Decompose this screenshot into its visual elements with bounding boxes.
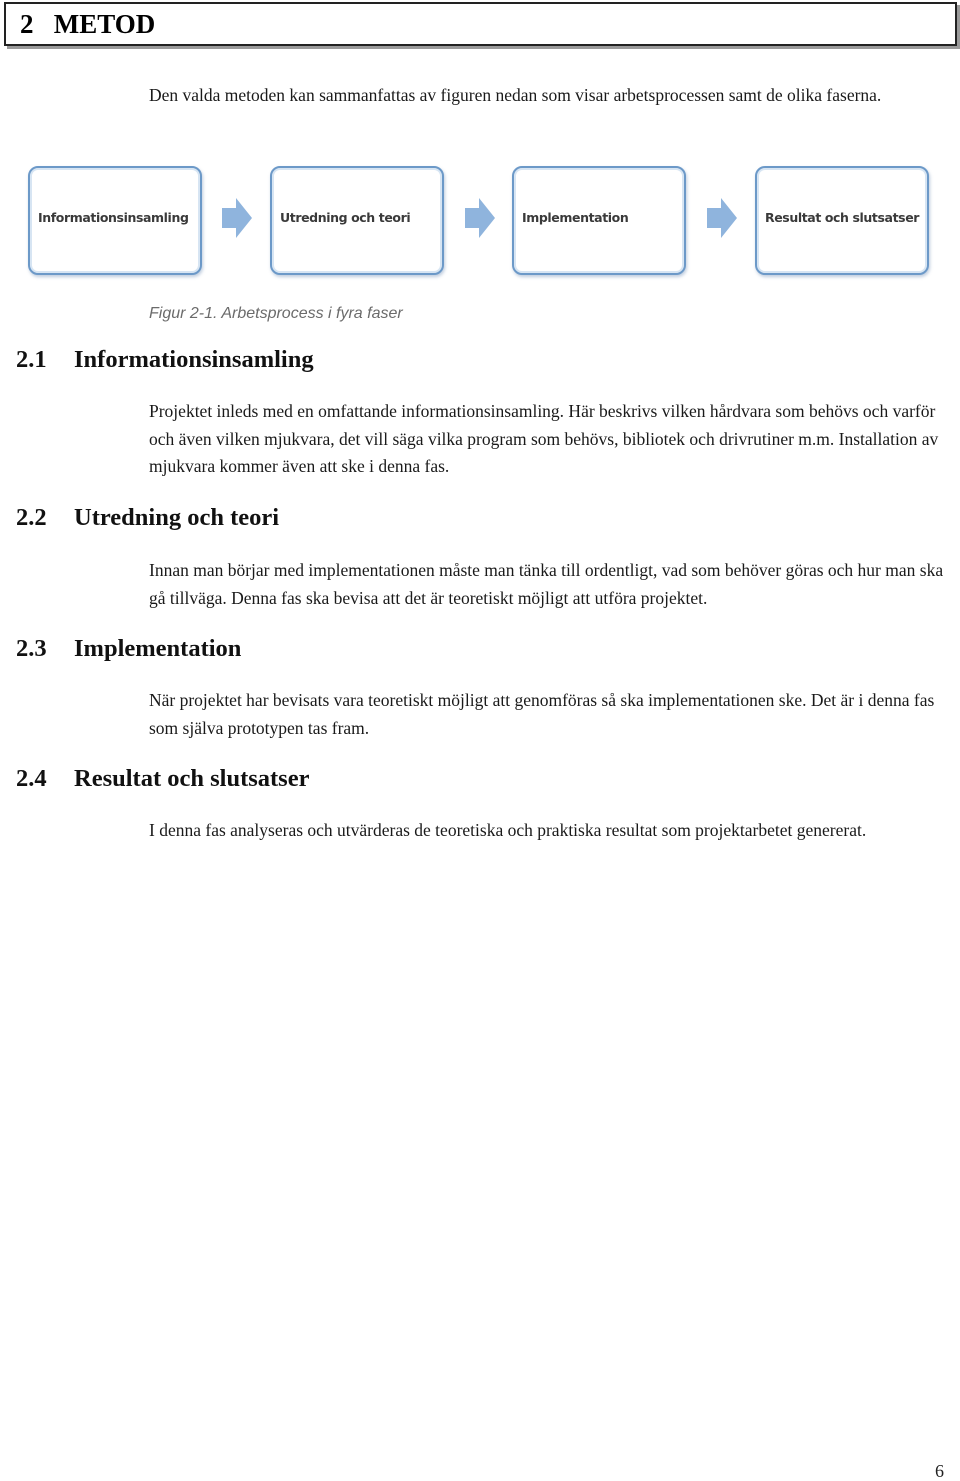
process-step-label: Resultat och slutsatser <box>765 210 920 225</box>
section-title: Implementation <box>74 635 242 662</box>
section-title: Informationsinsamling <box>74 346 314 373</box>
chapter-title <box>20 7 155 41</box>
arrow-right-icon <box>707 196 737 240</box>
chapter-name: METOD <box>53 9 156 39</box>
section-heading-2-4 <box>16 764 309 794</box>
section-number: 2.3 <box>16 635 47 662</box>
section-number: 2.2 <box>16 504 47 531</box>
chapter-number: 2 <box>20 9 34 39</box>
page-number: 6 <box>935 1461 944 1481</box>
section-title: Utredning och teori <box>74 504 280 531</box>
process-step-2 <box>270 166 444 275</box>
process-step-3 <box>512 166 686 275</box>
arrow-right-icon <box>222 196 252 240</box>
section-paragraph-2-4: I denna fas analyseras och utvärderas de teoretiska och praktiska resultat som projektarbetet genererat. <box>149 820 867 840</box>
section-paragraph-2-2: Innan man börjar med implementationen måste man tänka till ordentligt, vad som behöver göras och hur man ska gå tillväga. Denna fas ska bevisa att det är teoretiskt möjligt att utföra projektet. <box>149 560 944 608</box>
process-step-4 <box>755 166 929 275</box>
section-heading-2-3 <box>16 634 241 664</box>
section-number: 2.4 <box>16 765 47 792</box>
arrow-right-icon <box>465 196 495 240</box>
section-paragraph-2-1: Projektet inleds med en omfattande informationsinsamling. Här beskrivs vilken hårdvara som behövs och varför och även vilken mjukvara, det vill säga vilka program som behövs, bibliotek och drivrutiner m.m. Installation av mjukvara kommer även att ske i denna fas. <box>149 401 939 476</box>
intro-paragraph: Den valda metoden kan sammanfattas av figuren nedan som visar arbetsprocessen samt de olika faserna. <box>149 85 882 105</box>
process-step-label: Informationsinsamling <box>38 210 189 225</box>
figure-caption: Figur 2-1. Arbetsprocess i fyra faser <box>149 305 403 322</box>
section-heading-2-2 <box>16 503 279 533</box>
section-number: 2.1 <box>16 346 47 373</box>
process-step-label: Utredning och teori <box>280 210 411 225</box>
process-step-1 <box>28 166 202 275</box>
chapter-heading-box <box>4 2 957 46</box>
process-step-label: Implementation <box>522 210 629 225</box>
section-heading-2-1 <box>16 345 314 375</box>
section-title: Resultat och slutsatser <box>74 765 310 792</box>
section-paragraph-2-3: När projektet har bevisats vara teoretiskt möjligt att genomföras så ska implementationen ske. Det är i denna fas som själva prototypen tas fram. <box>149 690 935 738</box>
